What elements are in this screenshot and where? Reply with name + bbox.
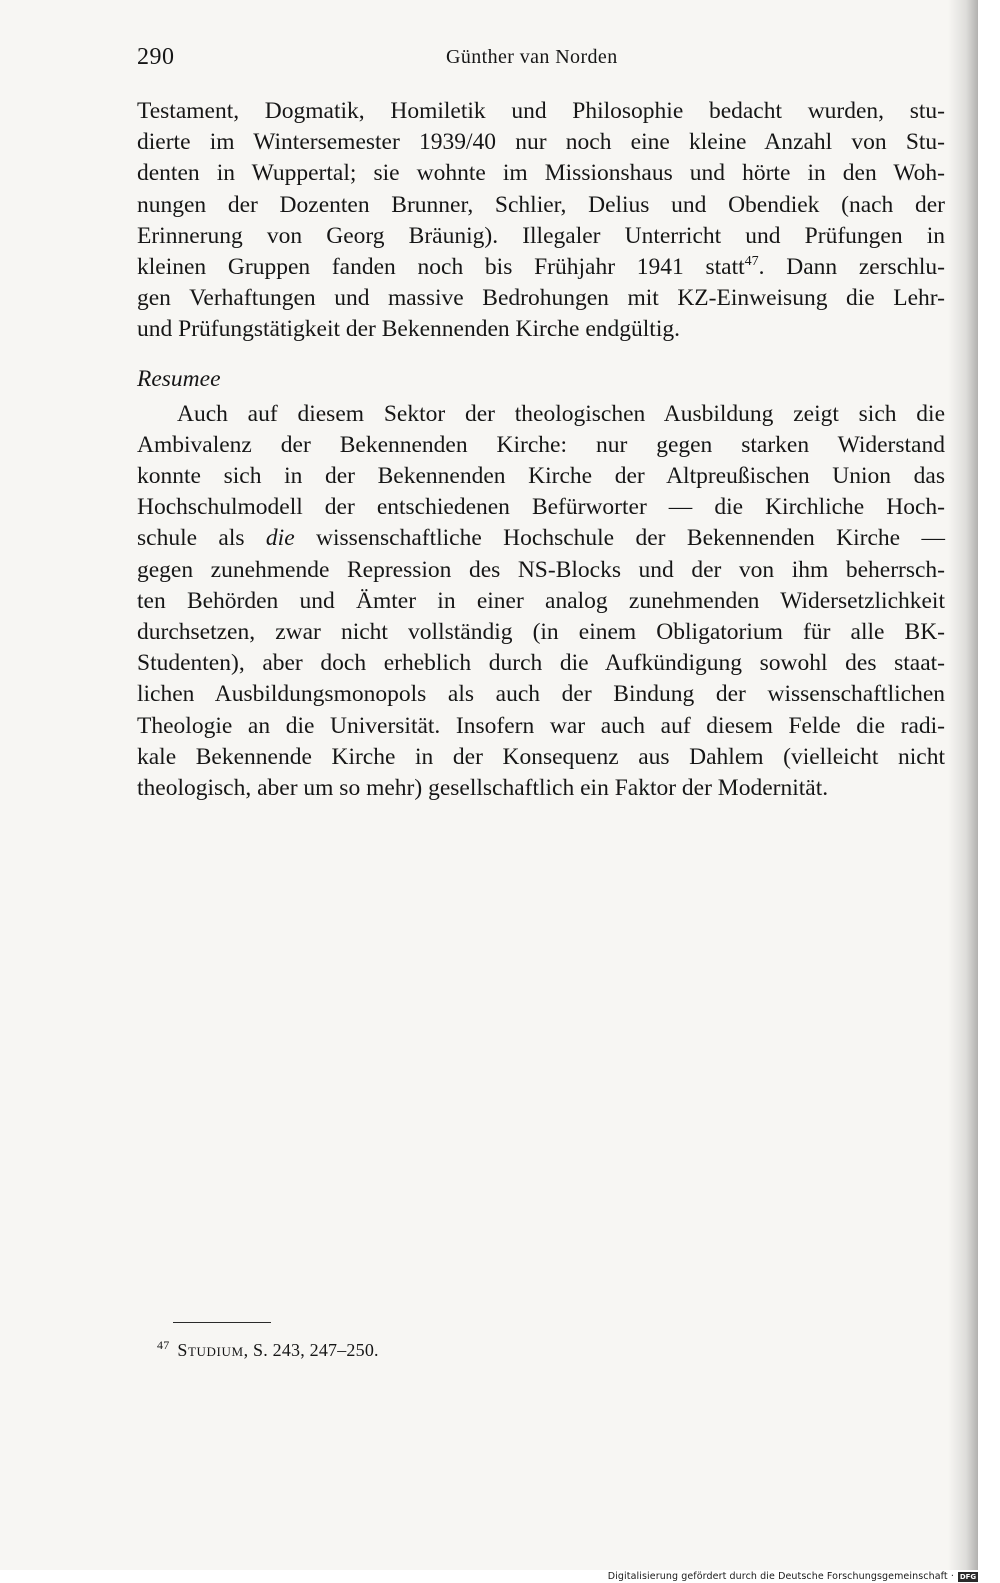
footnote-pages: , S. 243, 247–250. [243, 1340, 379, 1360]
text-line: denten in Wuppertal; sie wohnte im Missionshaus und hörte in den Woh- [137, 160, 945, 187]
text-line: und Prüfungstätigkeit der Bekennenden Kirche endgültig. [137, 316, 680, 343]
text-line: Hochschulmodell der entschiedenen Befürworter — die Kirchliche Hoch- [137, 494, 945, 521]
funding-credit: Digitalisierung gefördert durch die Deutsche Forschungsgemeinschaft · [607, 1571, 954, 1582]
footnote-reference[interactable]: 47 [744, 253, 759, 269]
page-number: 290 [137, 44, 175, 70]
text-line: durchsetzen, zwar nicht vollständig (in einem Obligatorium für alle BK- [137, 619, 945, 645]
emphasis: die [265, 525, 295, 552]
text-line: konnte sich in der Bekennenden Kirche der Altpreußischen Union das [137, 463, 945, 490]
text-segment: . Dann zerschlu- [758, 253, 945, 280]
text-line: Auch auf diesem Sektor der theologischen Ausbildung zeigt sich die [177, 400, 945, 427]
text-line: gegen zunehmende Repression des NS-Blocks und der von ihm beherrsch- [137, 556, 945, 583]
text-line: Studenten), aber doch erheblich durch die Aufkündigung sowohl des staat- [137, 650, 945, 677]
footnote-source: Studium [177, 1340, 244, 1360]
text-line: Ambivalenz der Bekennenden Kirche: nur gegen starken Widerstand [137, 431, 945, 458]
text-line: Theologie an die Universität. Insofern war auch auf diesem Felde die radi- [137, 712, 945, 739]
text-segment: kleinen Gruppen fanden noch bis Frühjahr 1941 statt [137, 253, 745, 280]
body-text [137, 96, 945, 804]
running-head [137, 44, 944, 76]
paragraph [137, 399, 945, 804]
footnote-marker: 47 [157, 1338, 170, 1352]
text-line: lichen Ausbildungsmonopols als auch der Bindung der wissenschaftlichen [137, 681, 945, 708]
footnote-divider [173, 1322, 271, 1323]
text-segment: wissenschaftliche Hochschule der Bekennenden Kirche — [294, 525, 945, 552]
text-line: gen Verhaftungen und massive Bedrohungen mit KZ-Einweisung die Lehr- [137, 285, 945, 312]
text-segment: schule als [137, 525, 266, 552]
section-heading: Resumee [137, 365, 221, 392]
text-line: dierte im Wintersemester 1939/40 nur noch eine kleine Anzahl von Stu- [137, 129, 945, 156]
text-line: kale Bekennende Kirche in der Konsequenz aus Dahlem (vielleicht nicht [137, 743, 945, 770]
paragraph [137, 96, 945, 346]
dfg-logo: DFG [959, 1573, 977, 1581]
text-line [137, 523, 945, 554]
credit-bar [0, 1570, 1000, 1583]
footnote [157, 1338, 379, 1361]
running-title: Günther van Norden [446, 46, 618, 68]
page-gutter-shadow [948, 0, 978, 1570]
text-line: theologisch, aber um so mehr) gesellschaftlich ein Faktor der Modernität. [137, 774, 829, 801]
text-line: ten Behörden und Ämter in einer analog zunehmenden Widersetzlichkeit [137, 587, 945, 614]
text-line: nungen der Dozenten Brunner, Schlier, Delius und Obendiek (nach der [137, 191, 945, 218]
text-line [137, 252, 945, 283]
text-line: Erinnerung von Georg Bräunig). Illegaler Unterricht und Prüfungen in [137, 222, 945, 249]
text-line: Testament, Dogmatik, Homiletik und Philosophie bedacht wurden, stu- [137, 98, 945, 124]
